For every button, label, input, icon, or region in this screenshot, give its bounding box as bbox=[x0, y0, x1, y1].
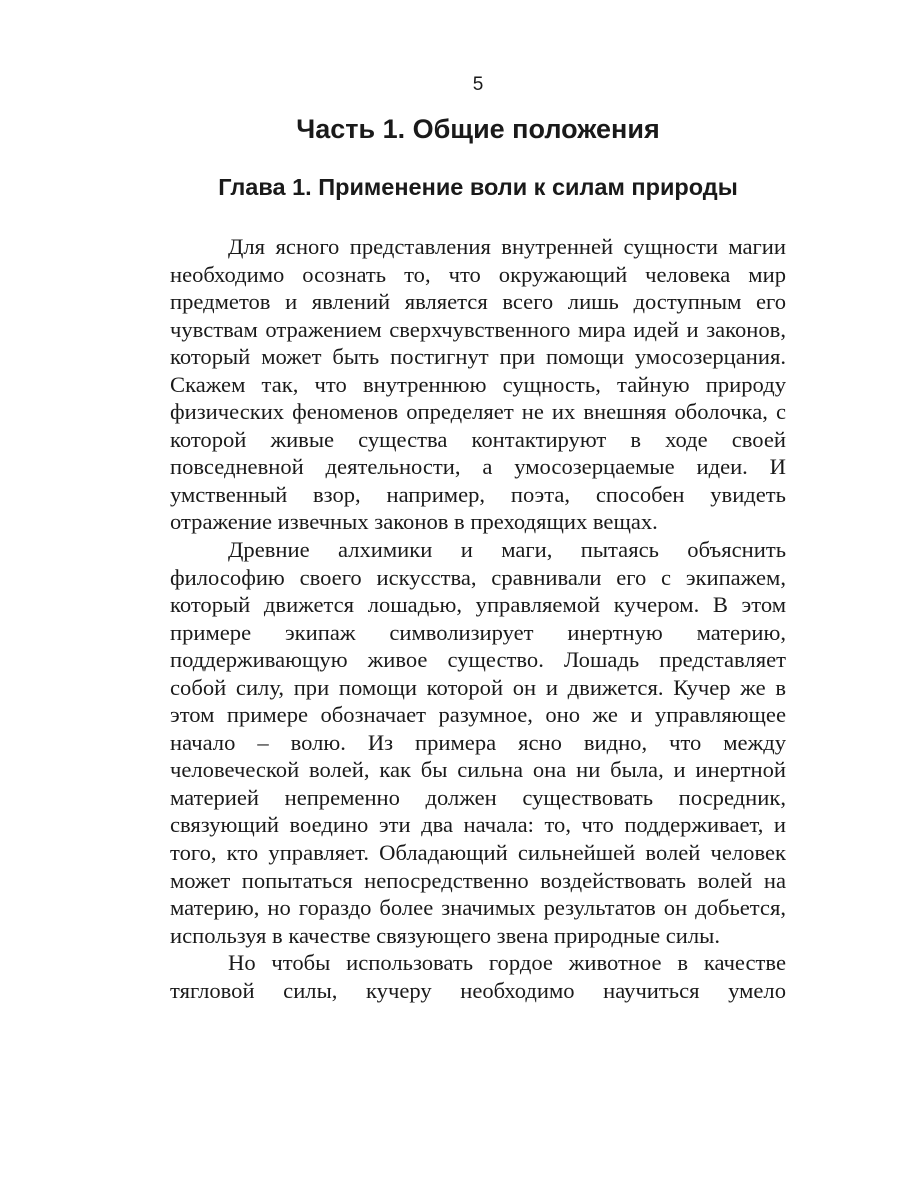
body-text bbox=[170, 233, 786, 1004]
chapter-title: Глава 1. Применение воли к силам природы bbox=[218, 174, 738, 200]
paragraph: Но чтобы использовать гордое животное в качестве тягловой силы, кучеру необходимо научиться умело bbox=[170, 950, 786, 1003]
page-number: 5 bbox=[472, 74, 484, 95]
part-title: Часть 1. Общие положения bbox=[296, 114, 660, 144]
paragraph: Для ясного представления внутренней сущности магии необходимо осознать то, что окружающий человека мир предметов и явлений является всего лишь доступным его чувствам отражением сверхчувственного мира идей и законов, который может быть постигнут при помощи умосозерцания. Скажем так, что внутреннюю сущность, тайную природу физических феноменов определяет не их внешняя оболочка, с которой живые существа контактируют в ходе своей повседневной деятельности, а умосозерцаемые идеи. И умственный взор, например, поэта, способен увидеть отражение извечных законов в преходящих вещах. bbox=[170, 234, 786, 535]
paragraph: Древние алхимики и маги, пытаясь объяснить философию своего искусства, сравнивали его с экипажем, который движется лошадью, управляемой кучером. В этом примере экипаж символизирует инертную материю, поддерживающую живое существо. Лошадь представляет собой силу, при помощи которой он и движется. Кучер же в этом примере обозначает разумное, оно же и управляющее начало – волю. Из примера ясно видно, что между человеческой волей, как бы сильна она ни была, и инертной материей непременно должен существовать посредник, связующий воедино эти два начала: то, что поддерживает, и того, кто управляет. Обладающий сильнейшей волей человек может попытаться непосредственно воздействовать волей на материю, но гораздо более значимых результатов он добьется, используя в качестве связующего звена природные силы. bbox=[170, 537, 786, 948]
